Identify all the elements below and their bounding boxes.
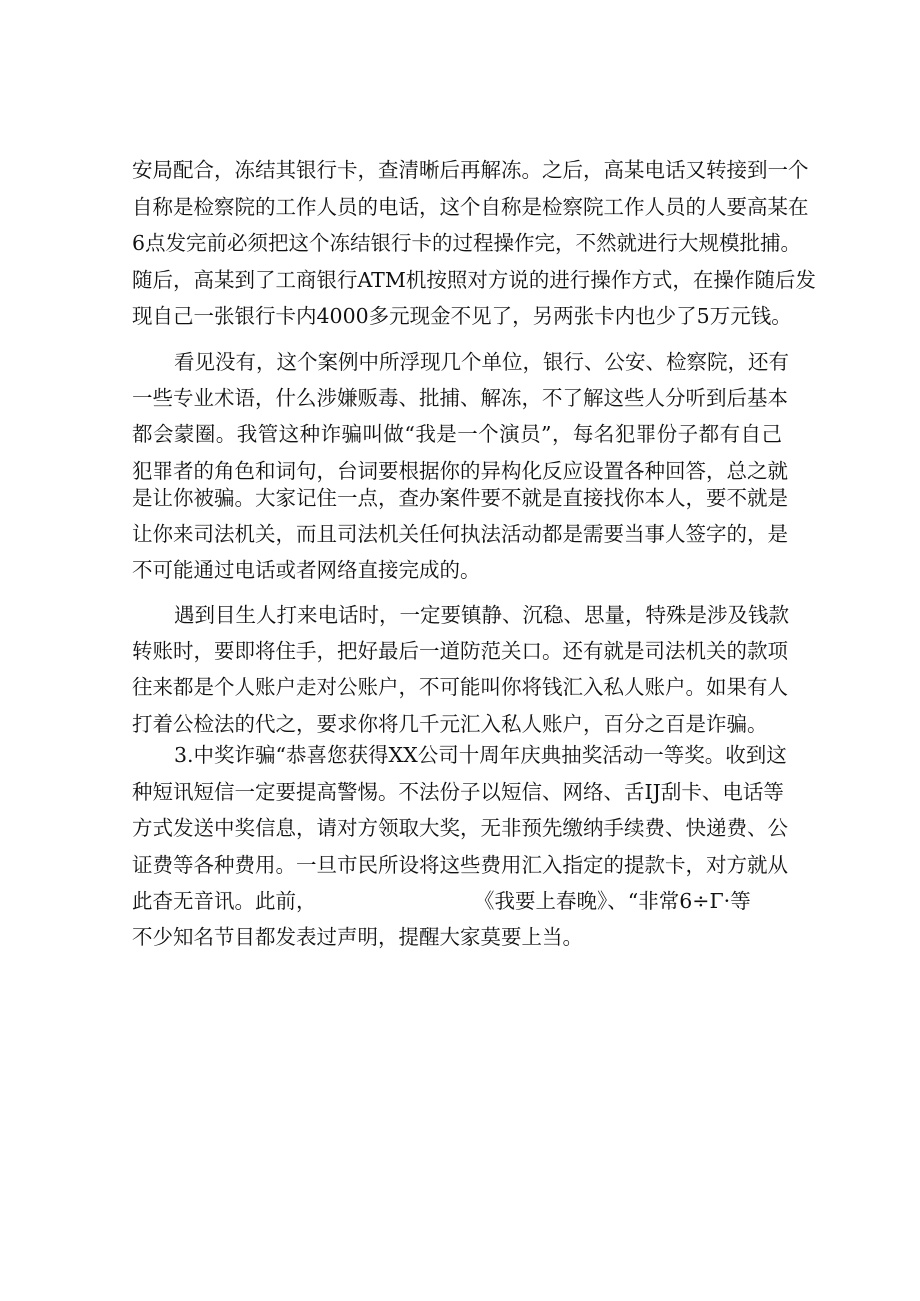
paragraph-2-line-5: 是让你被骗。大家记住一点，查办案件要不就是直接找你本人，要不就是 xyxy=(132,486,788,510)
paragraph-4-line-1: 3.中奖诈骗“恭喜您获得XX公司十周年庆典抽奖活动一等奖。收到这 xyxy=(174,743,787,767)
paragraph-1-line-3: 6点发完前必须把这个冻结银行卡的过程操作完，不然就进行大规模批捕。 xyxy=(132,231,802,255)
paragraph-1-line-1: 安局配合，冻结其银行卡，查清晰后再解冻。之后，高某电话又转接到一个 xyxy=(132,158,809,182)
paragraph-2-line-4: 犯罪者的角色和词句，台词要根据你的异构化反应设置各种回答，总之就 xyxy=(132,459,788,483)
paragraph-4-line-2: 种短讯短信一定要提高警惕。不法份子以短信、网络、舌IJ刮卡、电话等 xyxy=(132,780,784,804)
paragraph-1-line-2: 自称是检察院的工作人员的电话，这个自称是检察院工作人员的人要高某在 xyxy=(132,195,809,219)
paragraph-4-line-5a: 此杳无音讯。此前， xyxy=(132,889,317,913)
paragraph-4-line-6: 不少知名节目都发表过声明，提醒大家莫要上当。 xyxy=(132,925,583,949)
paragraph-2-line-3: 都会蒙圈。我管这种诈骗叫做“我是一个演员”，每名犯罪份子都有自己 xyxy=(132,422,782,446)
paragraph-3-line-2: 转账时，要即将住手，把好最后一道防范关口。还有就是司法机关的款项 xyxy=(132,639,788,663)
paragraph-1-line-5: 现自己一张银行卡内4000多元现金不见了，另两张卡内也少了5万元钱。 xyxy=(132,304,792,328)
paragraph-3-line-1: 遇到目生人打来电话时，一定要镇静、沉稳、思量，特殊是涉及钱款 xyxy=(174,603,789,627)
paragraph-2-line-7: 不可能通过电话或者网络直接完成的。 xyxy=(132,558,481,582)
paragraph-4-line-3: 方式发送中奖信息，请对方领取大奖，无非预先缴纳手续费、快递费、公 xyxy=(132,816,788,840)
paragraph-2-line-2: 一些专业术语，什么涉嫌贩毒、批捕、解冻，不了解这些人分听到后基本 xyxy=(132,386,788,410)
paragraph-3-line-4: 打着公检法的代之，要求你将几千元汇入私人账户，百分之百是诈骗。 xyxy=(132,712,768,736)
paragraph-2-line-1: 看见没有，这个案例中所浮现几个单位，银行、公安、检察院，还有 xyxy=(174,350,789,374)
paragraph-4-line-4: 证费等各种费用。一旦市民所设将这些费用汇入指定的提款卡，对方就从 xyxy=(132,853,788,877)
paragraph-4-line-5b: 《我要上春晚》、“非常6÷Γ·等 xyxy=(474,889,751,913)
paragraph-1-line-4: 随后，高某到了工商银行ATM机按照对方说的进行操作方式，在操作随后发 xyxy=(132,268,816,292)
paragraph-3-line-3: 往来都是个人账户走对公账户，不可能叫你将钱汇入私人账户。如果有人 xyxy=(132,675,788,699)
paragraph-2-line-6: 让你来司法机关，而且司法机关任何执法活动都是需要当事人签字的，是 xyxy=(132,522,788,546)
